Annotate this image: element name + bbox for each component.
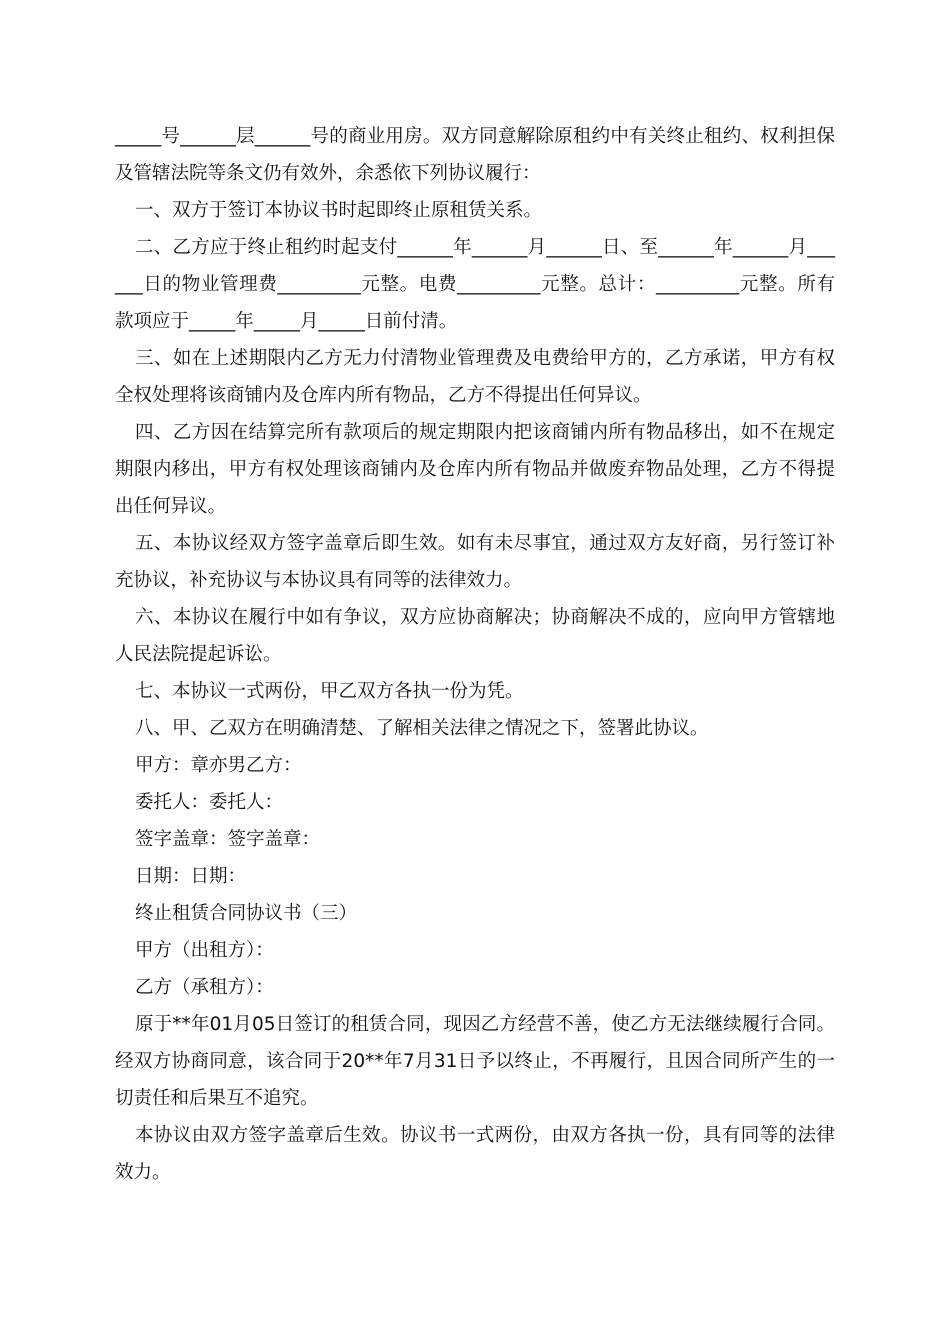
clause-3: 三、如在上述期限内乙方无力付清物业管理费及电费给甲方的，乙方承诺，甲方有权全权处理将该商铺内及仓库内所有物品，乙方不得提出任何异议。 [115, 348, 835, 406]
clause-4: 四、乙方因在结算完所有款项后的规定期限内把该商铺内所有物品移出，如不在规定期限内移出，甲方有权处理该商铺内及仓库内所有物品并做废弃物品处理，乙方不得提出任何异议。 [115, 422, 835, 517]
signature-seal: 签字盖章：签字盖章： [135, 829, 321, 850]
clause-1: 一、双方于签订本协议书时起即终止原租赁关系。 [135, 200, 543, 221]
section-title: 终止租赁合同协议书（三） [135, 903, 358, 924]
effect-paragraph: 本协议由双方签字盖章后生效。协议书一式两份，由双方各执一份，具有同等的法律效力。 [115, 1125, 835, 1183]
paragraph-premises: _____号______层______号的商业用房。双方同意解除原租约中有关终止租约、权利担保及管辖法院等条文仍有效外，余悉依下列协议履行： [115, 126, 835, 184]
party-b-label: 乙方（承租方）： [135, 977, 274, 998]
document-body [115, 118, 835, 1191]
clause-7: 七、本协议一式两份，甲乙双方各执一份为凭。 [135, 681, 524, 702]
signature-dates: 日期：日期： [135, 866, 247, 887]
clause-2: 二、乙方应于终止租约时起支付______年______月______日、至______年______月______日的物业管理费_________元整。电费_________元整。总计：_________元整。所有款项应于_____年_____月_____日前付清。 [115, 237, 835, 332]
signature-delegates: 委托人：委托人： [135, 792, 284, 813]
party-a-label: 甲方（出租方）： [135, 940, 274, 961]
clause-8: 八、甲、乙双方在明确清楚、了解相关法律之情况之下，签署此协议。 [135, 718, 709, 739]
signature-parties: 甲方：章亦男乙方： [135, 755, 302, 776]
clause-6: 六、本协议在履行中如有争议，双方应协商解决；协商解决不成的，应向甲方管辖地人民法院提起诉讼。 [115, 607, 835, 665]
clause-5: 五、本协议经双方签字盖章后即生效。如有未尽事宜，通过双方友好商，另行签订补充协议，补充协议与本协议具有同等的法律效力。 [115, 533, 835, 591]
termination-paragraph: 原于**年01月05日签订的租赁合同，现因乙方经营不善，使乙方无法继续履行合同。经双方协商同意，该合同于20**年7月31日予以终止，不再履行，且因合同所产生的一切责任和后果互不追究。 [115, 1014, 835, 1109]
